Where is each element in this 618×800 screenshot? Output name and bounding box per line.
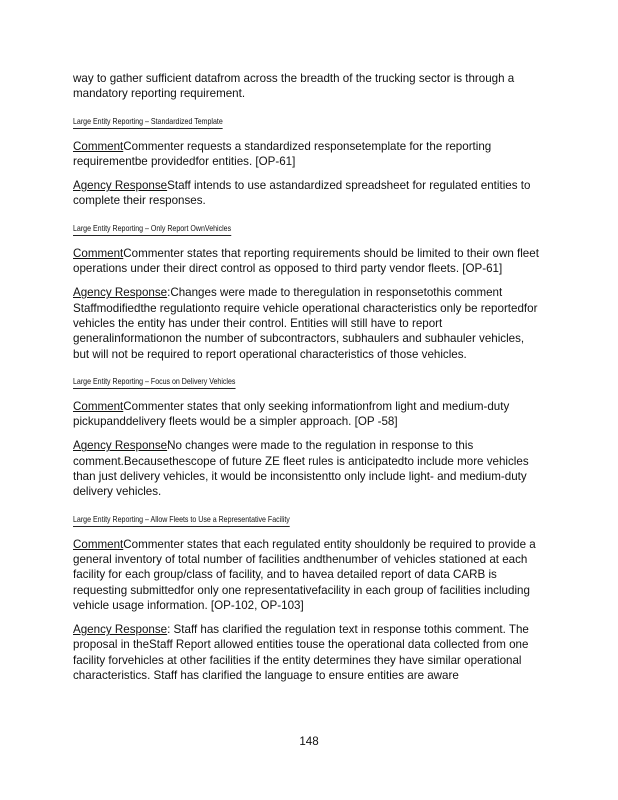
response-text: :Changes were made to theregulation in responsetothis comment Staffmodifiedthe regulationto require vehicle operational characteristics only be reportedfor vehicles the entity has under their control. Entities will still have to report generalinformationon the number of subcontractors, subhaulers and subhauler vehicles, but will not be required to report operational characteristics of those vehicles. — [73, 286, 538, 361]
response-label: Agency Response — [73, 623, 168, 637]
comment-text: Commenter states that reporting requirements should be limited to their own fleet operations under their direct control as opposed to third party vendor fleets. [OP-61] — [73, 246, 539, 276]
response-paragraph — [73, 438, 543, 499]
response-paragraph — [73, 285, 543, 361]
comment-text: Commenter requests a standardized responsetemplate for the reporting requirementbe providedfor entities. [OP-61] — [73, 139, 492, 168]
section-heading: Large Entity Reporting – Only Report OwnVehicles — [73, 224, 231, 236]
comment-label: Comment — [73, 246, 124, 260]
section-heading: Large Entity Reporting – Focus on Delivery Vehicles — [73, 377, 235, 389]
section — [73, 218, 543, 362]
response-label: Agency Response — [73, 286, 168, 300]
response-text: No changes were made to the regulation in response to this comment.Becausethescope of future ZE fleet rules is anticipatedto include more vehicles than just delivery vehicles, it would be inconsistentto only include light- and medium-duty delivery vehicles. — [73, 439, 529, 499]
section — [73, 111, 543, 209]
response-label: Agency Response — [73, 439, 168, 453]
response-text: : Staff has clarified the regulation text in response tothis comment. The proposal in theStaff Report allowed entities touse the operational data collected from one facility forvehicles at other facilities if the entity determines they have similar operational characteristics. Staff has clarified the language to ensure entities are aware — [73, 623, 529, 683]
comment-text: Commenter states that each regulated entity shouldonly be required to provide a general inventory of total number of facilities andthenumber of vehicles stationed at each facility for each group/class of facility, and to havea detailed report of data CARB is requesting submittedfor only one representativefacility in each group of facilities including vehicle usage information. [OP-102, OP-103] — [73, 537, 536, 612]
comment-paragraph — [73, 399, 543, 430]
comment-label: Comment — [73, 537, 124, 551]
response-paragraph — [73, 178, 543, 209]
document-body — [73, 71, 543, 692]
response-text: Staff intends to use astandardized spreadsheet for regulated entities to complete their responses. — [73, 179, 531, 208]
response-paragraph — [73, 622, 543, 683]
comment-label: Comment — [73, 139, 124, 153]
comment-paragraph — [73, 537, 543, 613]
comment-paragraph — [73, 139, 543, 170]
section — [73, 371, 543, 500]
section — [73, 509, 543, 684]
page-number: 148 — [299, 735, 319, 748]
comment-label: Comment — [73, 399, 124, 413]
section-heading: Large Entity Reporting – Standardized Template — [73, 117, 223, 129]
section-heading: Large Entity Reporting – Allow Fleets to Use a Representative Facility — [73, 515, 290, 527]
intro-paragraph: way to gather sufficient datafrom across the breadth of the trucking sector is through a mandatory reporting requirement. — [73, 72, 515, 101]
comment-paragraph — [73, 246, 543, 277]
response-label: Agency Response — [73, 179, 168, 193]
comment-text: Commenter states that only seeking informationfrom light and medium-duty pickupanddelivery fleets would be a simpler approach. [OP -58] — [73, 399, 510, 429]
